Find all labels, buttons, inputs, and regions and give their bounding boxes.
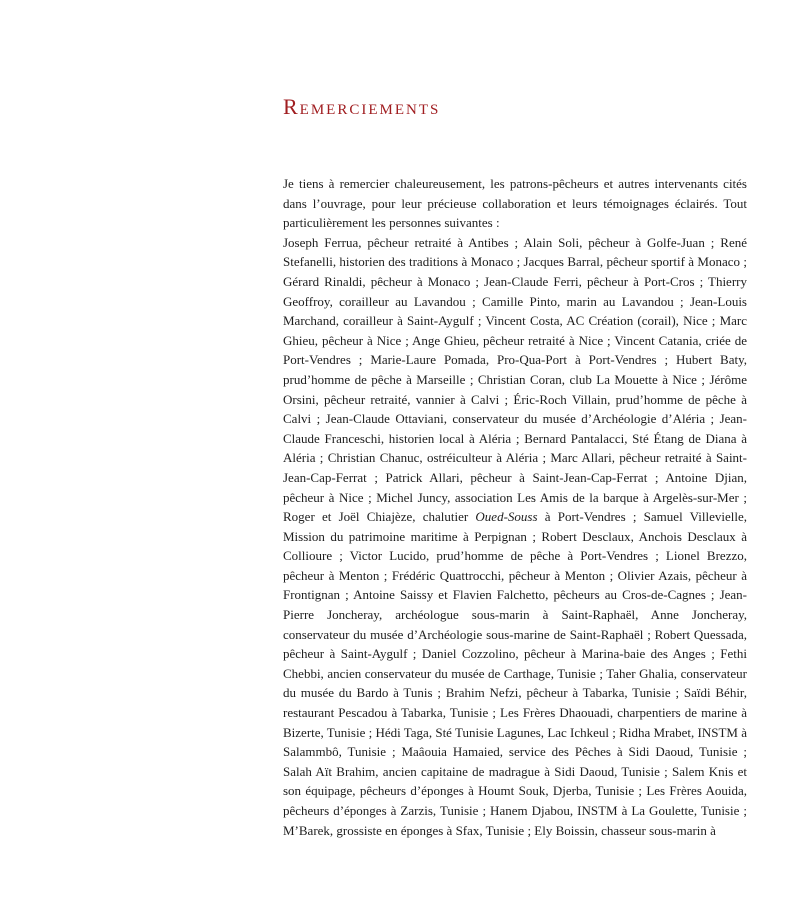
page-title: Remerciements: [283, 94, 441, 119]
acknowledgments-block: [283, 174, 747, 910]
intro-paragraph: Je tiens à remercier chaleureusement, les patrons-pêcheurs et autres intervenants cités dans l’ouvrage, pour leur précieuse collaboration et leurs témoignages éclairés. Tout particulièrement les personnes suivantes :: [283, 176, 747, 231]
names-paragraph: Joseph Ferrua, pêcheur retraité à Antibes ; Alain Soli, pêcheur à Golfe-Juan ; René Stefanelli, historien des traditions à Monaco ; Jacques Barral, pêcheur sportif à Monaco ; Gérard Rinaldi, pêcheur à Monaco ; Jean-Claude Ferri, pêcheur à Port-Cros ; Thierry Geoffroy, corailleur au Lavandou ; Camille Pinto, marin au Lavandou ; Jean-Louis Marchand, corailleur à Saint-Aygulf ; Vincent Costa, AC Création (corail), Nice ; Marc Ghieu, pêcheur à Nice ; Ange Ghieu, pêcheur retraité à Nice ; Vincent Catania, criée de Port-Vendres ; Marie-Laure Pomada, Pro-Qua-Port à Port-Vendres ; Hubert Baty, prud’homme de pêche à Marseille ; Christian Coran, club La Mouette à Nice ; Jérôme Orsini, pêcheur retraité, vannier à Calvi ; Éric-Roch Villain, prud’homme de pêche à Calvi ; Jean-Claude Ottaviani, conservateur du musée d’Archéologie d’Aléria ; Jean-Claude Franceschi, historien local à Aléria ; Bernard Pantalacci, Sté Étang de Diana à Aléria ; Christian Chanuc, ostréiculteur à Aléria ; Marc Allari, pêcheur retraité à Saint-Jean-Cap-Ferrat ; Patrick Allari, pêcheur à Saint-Jean-Cap-Ferrat ; Antoine Djian, pêcheur à Nice ; Michel Juncy, association Les Amis de la barque à Argelès-sur-Mer ; Roger et Joël Chiajèze, chalutier Oued-Souss à Port-Vendres ; Samuel Villevielle, Mission du patrimoine maritime à Perpignan ; Robert Desclaux, Anchois Desclaux à Collioure ; Victor Lucido, prud’homme de pêche à Port-Vendres ; Lionel Brezzo, pêcheur à Menton ; Frédéric Quattrocchi, pêcheur à Menton ; Olivier Azais, pêcheur à Frontignan ; Antoine Saissy et Flavien Falchetto, pêcheurs au Cros-de-Cagnes ; Jean-Pierre Joncheray, archéologue sous-marin à Saint-Raphaël, Anne Joncheray, conservateur du musée d’Archéologie sous-marine de Saint-Raphaël ; Robert Quessada, pêcheur à Saint-Aygulf ; Daniel Cozzolino, pêcheur à Marina-baie des Anges ; Fethi Chebbi, ancien conservateur du musée de Carthage, Tunisie ; Taher Ghalia, conservateur du musée du Bardo à Tunis ; Brahim Nefzi, pêcheur à Tabarka, Tunisie ; Saïdi Béhir, restaurant Pescadou à Tabarka, Tunisie ; Les Frères Dhaouadi, charpentiers de marine à Bizerte, Tunisie ; Hédi Taga, Sté Tunisie Lagunes, Lac Ichkeul ; Ridha Mrabet, INSTM à Salammbô, Tunisie ; Maâouia Hamaied, service des Pêches à Sidi Daoud, Tunisie ; Salah Aït Brahim, ancien capitaine de madrague à Sidi Daoud, Tunisie ; Salem Knis et son équipage, pêcheurs d’éponges à Houmt Souk, Djerba, Tunisie ; Les Frères Aouida, pêcheurs d’éponges à Zarzis, Tunisie ; Hanem Djabou, INSTM à La Goulette, Tunisie ; M’Barek, grossiste en éponges à Sfax, Tunisie ; Ely Boissin, chasseur sous-marin à: [283, 234, 747, 838]
